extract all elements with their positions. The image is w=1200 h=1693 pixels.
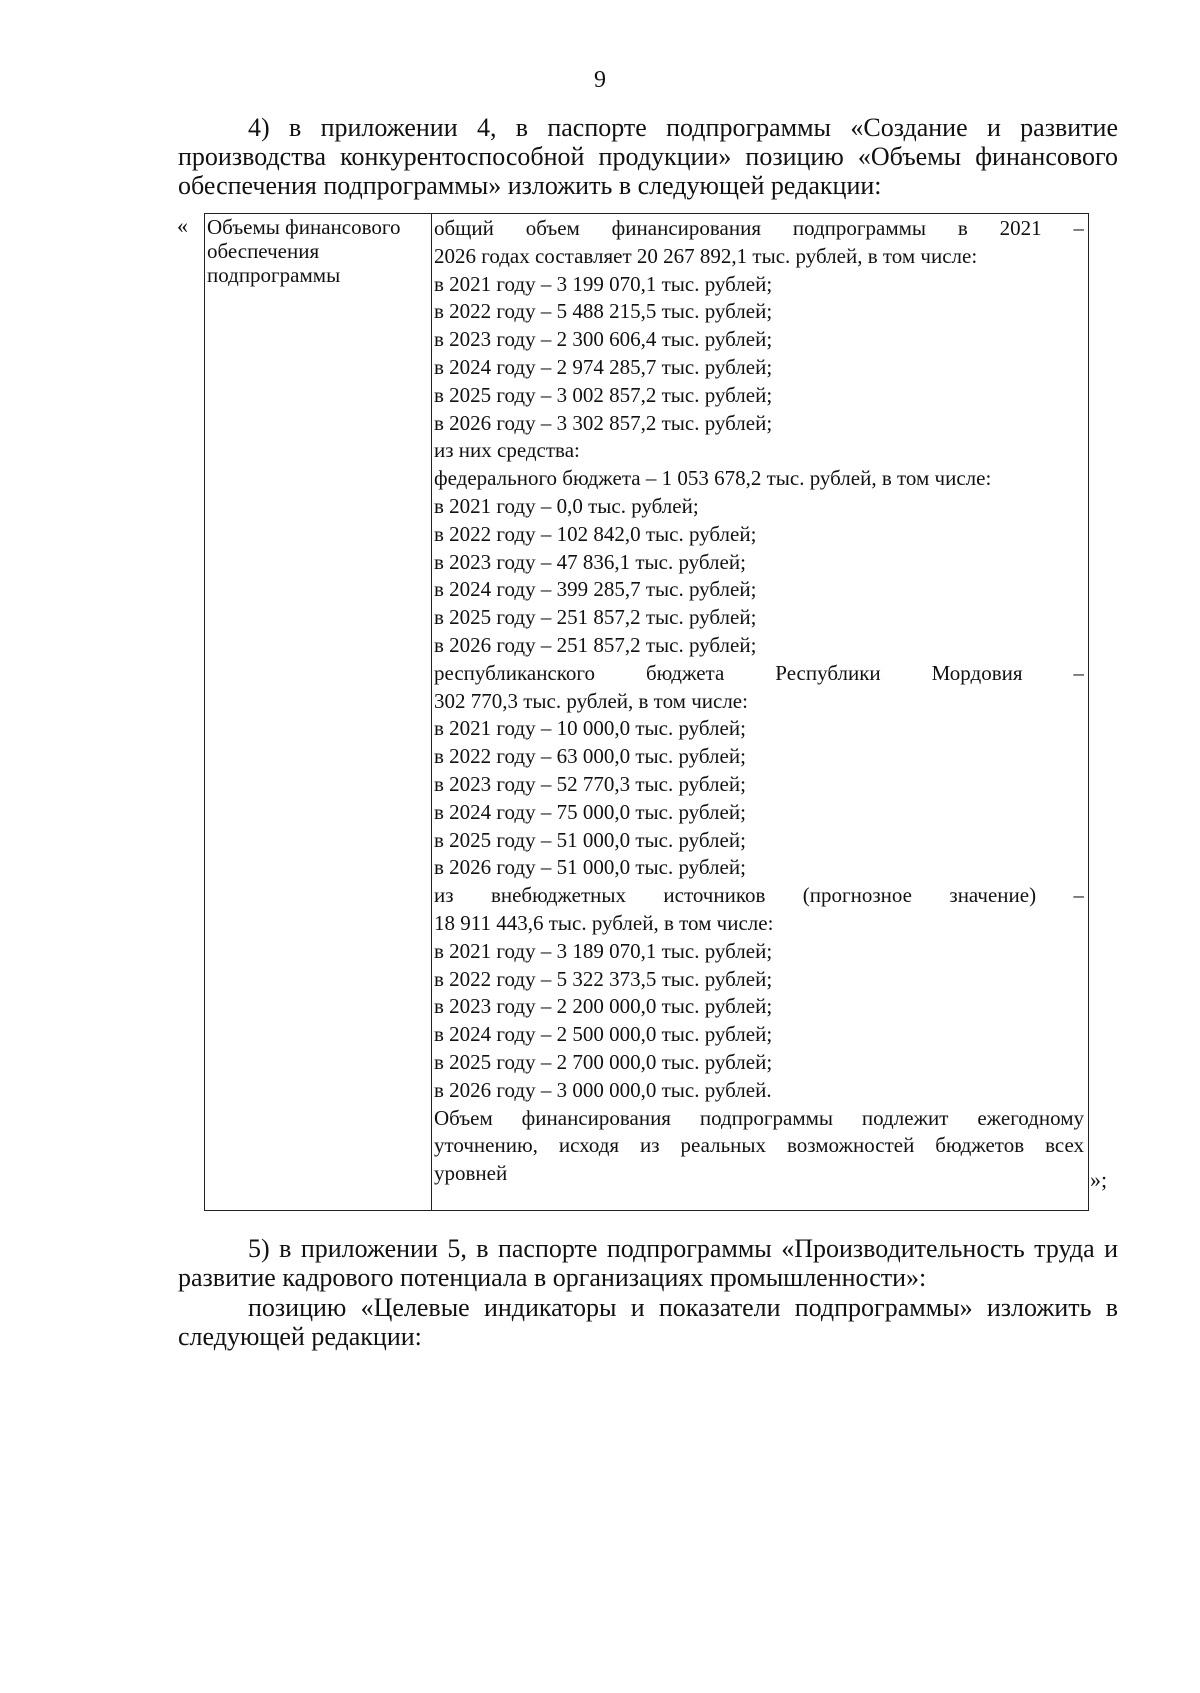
paragraph-item-5-position: позицию «Целевые индикаторы и показатели подпрограммы» изложить в следующей редакции:: [178, 1293, 1118, 1351]
funding-line: в 2023 году – 2 200 000,0 тыс. рублей;: [434, 994, 773, 1019]
funding-line: Объем финансирования подпрограммы подлежит ежегодному: [434, 1105, 1084, 1130]
funding-line: федерального бюджета – 1 053 678,2 тыс. рублей, в том числе:: [434, 466, 992, 491]
funding-line: в 2025 году – 3 002 857,2 тыс. рублей;: [434, 382, 773, 407]
funding-line: уровней: [434, 1161, 508, 1186]
table-label-cell: [205, 214, 432, 1211]
funding-line: из них средства:: [434, 438, 580, 463]
table-row: [205, 214, 1089, 1211]
funding-line: в 2024 году – 2 500 000,0 тыс. рублей;: [434, 1022, 773, 1047]
funding-line: 2026 годах составляет 20 267 892,1 тыс. рублей, в том числе:: [434, 243, 978, 268]
subprogram-passport-table: [204, 213, 1089, 1211]
paragraph-item-4: 4) в приложении 4, в паспорте подпрограммы «Создание и развитие производства конкурентоспособной продукции» позицию «Объемы финансового обеспечения подпрограммы» изложить в следующей редакции:: [178, 113, 1118, 200]
funding-line: в 2021 году – 0,0 тыс. рублей;: [434, 493, 699, 518]
funding-line: в 2025 году – 251 857,2 тыс. рублей;: [434, 605, 757, 630]
position-label: Объемы финансового обеспечения подпрограммы: [207, 215, 401, 287]
table-value-cell: [432, 214, 1089, 1211]
funding-line: в 2024 году – 399 285,7 тыс. рублей;: [434, 577, 757, 602]
funding-line: в 2024 году – 75 000,0 тыс. рублей;: [434, 799, 746, 824]
funding-line: в 2022 году – 5 322 373,5 тыс. рублей;: [434, 966, 773, 991]
funding-line: в 2022 году – 63 000,0 тыс. рублей;: [434, 744, 746, 769]
opening-quote-mark: «: [177, 213, 188, 238]
funding-line: в 2025 году – 2 700 000,0 тыс. рублей;: [434, 1049, 773, 1074]
funding-line: в 2021 году – 10 000,0 тыс. рублей;: [434, 716, 746, 741]
funding-line: в 2021 году – 3 199 070,1 тыс. рублей;: [434, 271, 773, 296]
paragraph-item-5: 5) в приложении 5, в паспорте подпрограммы «Производительность труда и развитие кадрового потенциала в организациях промышленности»:: [178, 1234, 1118, 1292]
funding-lines-list: [432, 214, 1088, 1188]
closing-quote-mark: »;: [1090, 1167, 1108, 1192]
funding-line: в 2026 году – 251 857,2 тыс. рублей;: [434, 632, 757, 657]
funding-line: из внебюджетных источников (прогнозное значение) –: [434, 883, 1084, 908]
funding-line: в 2022 году – 102 842,0 тыс. рублей;: [434, 521, 757, 546]
funding-line: республиканского бюджета Республики Мордовия –: [434, 660, 1084, 685]
funding-line: в 2026 году – 3 302 857,2 тыс. рублей;: [434, 410, 773, 435]
funding-line: в 2026 году – 3 000 000,0 тыс. рублей.: [434, 1077, 772, 1102]
funding-line: 18 911 443,6 тыс. рублей, в том числе:: [434, 910, 774, 935]
funding-line: в 2022 году – 5 488 215,5 тыс. рублей;: [434, 299, 773, 324]
funding-line: в 2023 году – 52 770,3 тыс. рублей;: [434, 771, 746, 796]
page-number: 9: [594, 67, 606, 93]
funding-line: в 2025 году – 51 000,0 тыс. рублей;: [434, 827, 746, 852]
funding-line: 302 770,3 тыс. рублей, в том числе:: [434, 688, 748, 713]
funding-line: уточнению, исходя из реальных возможностей бюджетов всех: [434, 1133, 1084, 1158]
funding-line: в 2026 году – 51 000,0 тыс. рублей;: [434, 855, 746, 880]
funding-line: в 2024 году – 2 974 285,7 тыс. рублей;: [434, 354, 773, 379]
funding-line: общий объем финансирования подпрограммы в 2021 –: [434, 216, 1084, 240]
funding-line: в 2021 году – 3 189 070,1 тыс. рублей;: [434, 938, 773, 963]
funding-line: в 2023 году – 47 836,1 тыс. рублей;: [434, 549, 746, 574]
funding-line: в 2023 году – 2 300 606,4 тыс. рублей;: [434, 327, 773, 352]
